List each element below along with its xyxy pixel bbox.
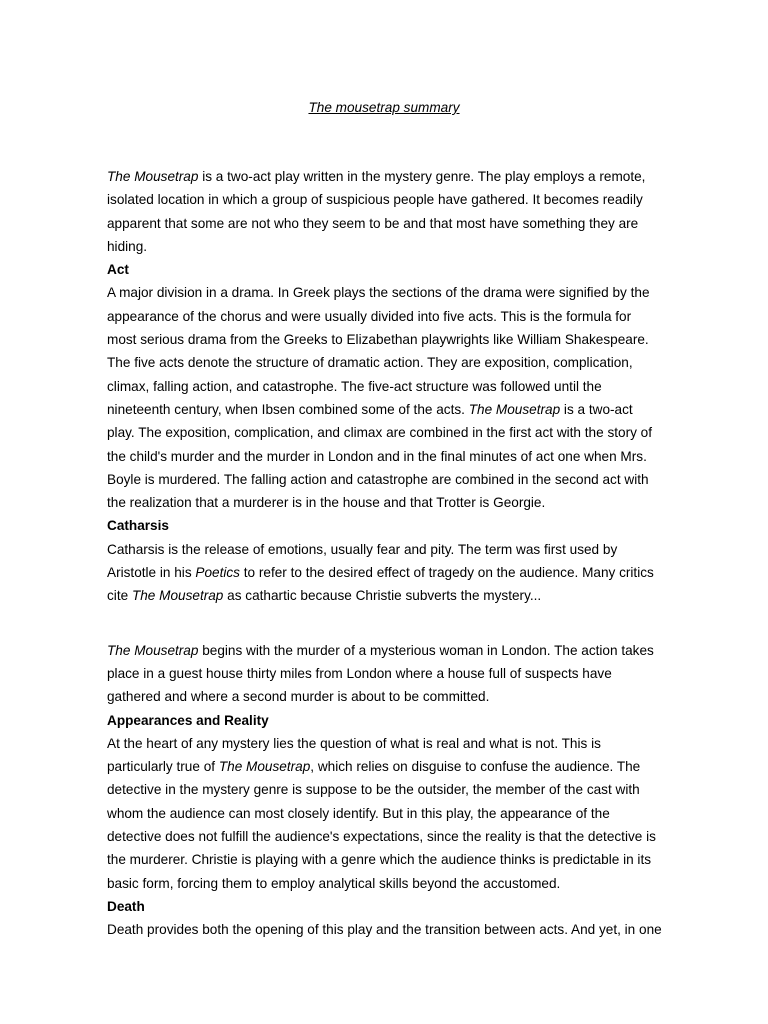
- document-title: The mousetrap summary: [308, 100, 460, 115]
- intro-play-title: The Mousetrap: [107, 169, 199, 184]
- death-paragraph: [107, 918, 663, 941]
- death-heading: Death: [107, 898, 145, 914]
- catharsis-paragraph: [107, 538, 663, 608]
- catharsis-play-title: The Mousetrap: [131, 588, 224, 604]
- catharsis-heading: Catharsis: [107, 518, 169, 534]
- appearances-text-2: , which relies on disguise to confuse the audience. The detective in the mystery genre is suppose to be the outsider, the member of the cast with whom the audience can most closely identify. But in this play, the appearance of the detective does not fulfill the audience's expectations, since the reality is that the detective is the murderer. Christie is playing with a genre which the audience thinks is predictable in its basic form, forcing them to employ analytical skills beyond the accustomed.: [107, 759, 656, 891]
- intro-text: is a two-act play written in the mystery genre. The play employs a remote, isolated location in which a group of suspicious people have gathered. It becomes readily apparent that some are not who they seem to be and that most have something they are hiding.: [107, 169, 646, 254]
- act-text-1: A major division in a drama. In Greek plays the sections of the drama were signified by the appearance of the chorus and were usually divided into five acts. This is the formula for most serious drama from the Greeks to Elizabethan playwrights like William Shakespeare. The five acts denote the structure of dramatic action. They are exposition, complication, climax, falling action, and catastrophe. The five-act structure was followed until the nineteenth century, when Ibsen combined some of the acts.: [107, 285, 650, 417]
- appearances-paragraph: [107, 732, 663, 895]
- act-paragraph: [107, 281, 663, 514]
- intro-paragraph: [107, 165, 663, 258]
- appearances-heading: Appearances and Reality: [107, 712, 269, 728]
- second-intro-play-title: The Mousetrap: [107, 642, 199, 658]
- appearances-text-1: At the heart of any mystery lies the question of what is real and what is not. This is particularly true of: [107, 735, 601, 775]
- second-intro-text: begins with the murder of a mysterious woman in London. The action takes place in a guest house thirty miles from London where a house full of suspects have gathered and where a second murder is about to be committed.: [107, 642, 654, 705]
- act-text-2: is a two-act play. The exposition, complication, and climax are combined in the first act with the story of the child's murder and the murder in London and in the final minutes of act one when Mrs. Boyle is murdered. The falling action and catastrophe are combined in the second act with the realization that a murderer is in the house and that Trotter is Georgie.: [107, 401, 653, 511]
- appearances-play-title: The Mousetrap: [218, 759, 311, 775]
- catharsis-text-1: Catharsis is the release of emotions, usually fear and pity. The term was first used by Aristotle in his: [107, 541, 618, 581]
- catharsis-text-3: as cathartic because Christie subverts the mystery...: [223, 588, 542, 604]
- catharsis-text-2: to refer to the desired effect of tragedy on the audience. Many critics cite: [107, 565, 654, 604]
- death-text: Death provides both the opening of this play and the transition between acts. And yet, in one: [107, 922, 662, 938]
- second-intro-paragraph: [107, 639, 663, 709]
- act-play-title: The Mousetrap: [468, 401, 561, 417]
- document-body: [107, 165, 663, 942]
- act-heading: Act: [107, 262, 129, 278]
- catharsis-poetics-title: Poetics: [195, 565, 240, 581]
- section-gap: [107, 608, 663, 639]
